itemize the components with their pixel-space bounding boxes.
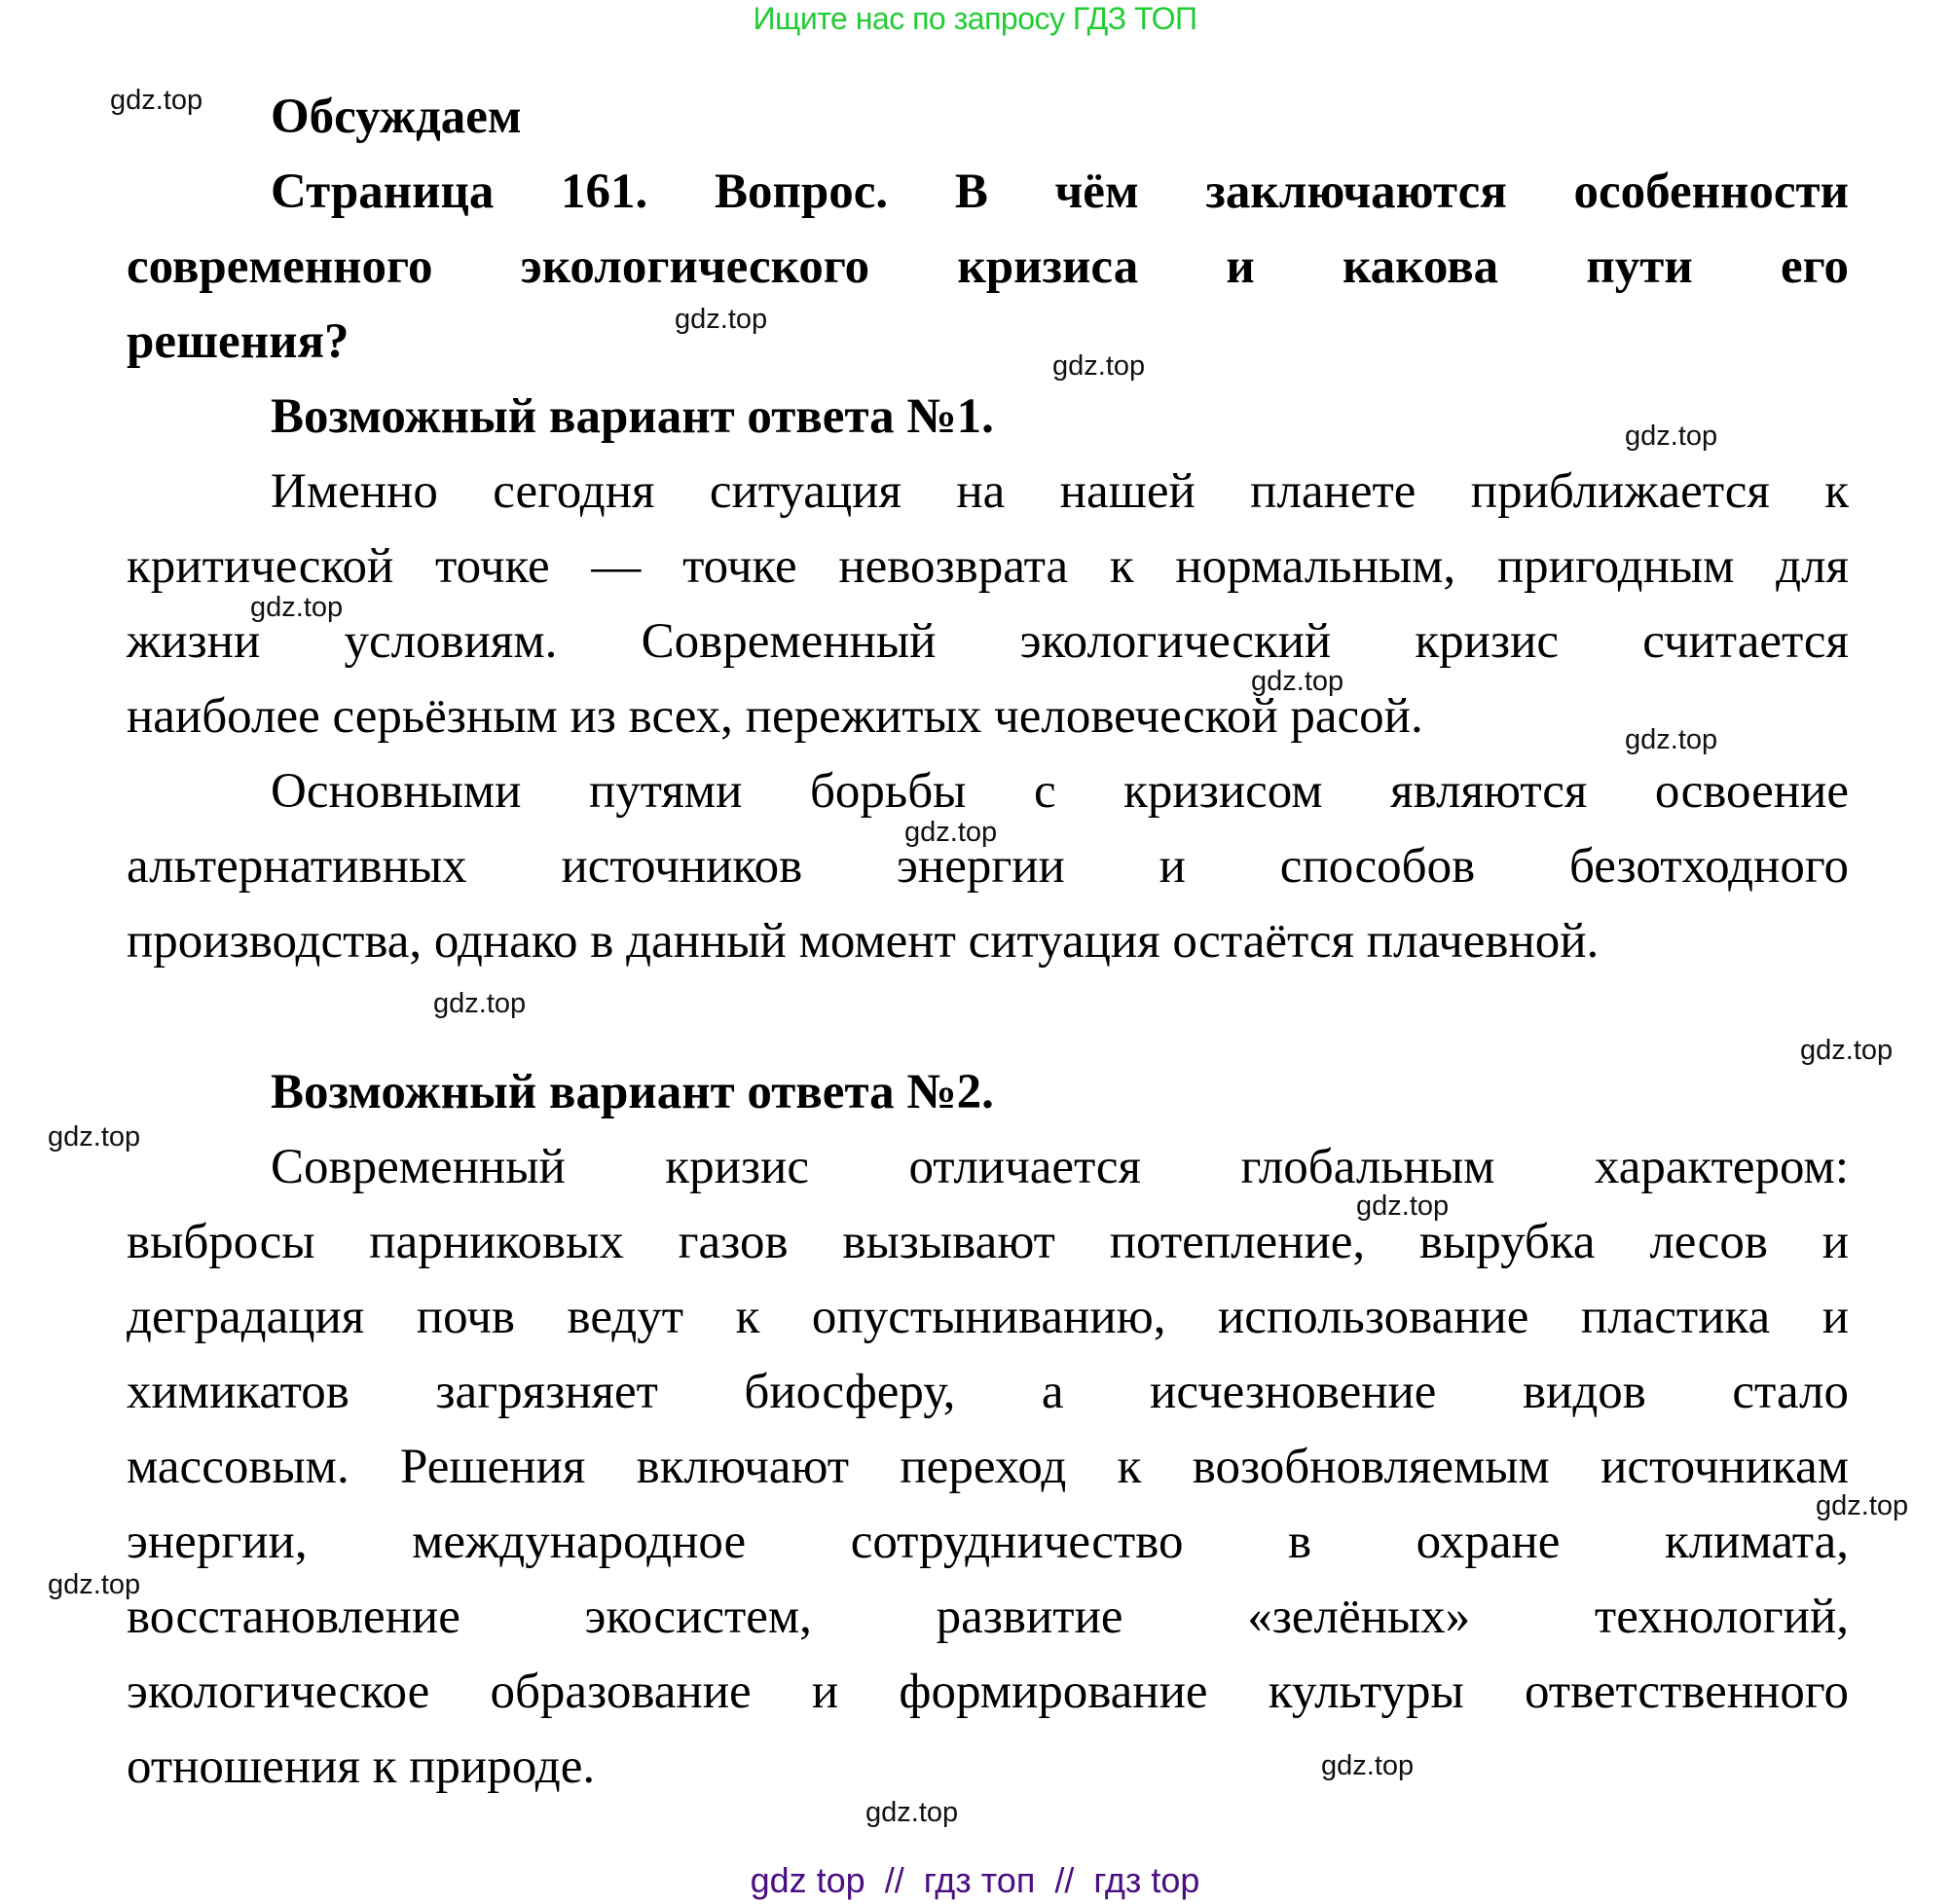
watermark: gdz.top bbox=[1251, 666, 1344, 697]
answer-2-line-3: деградация почв ведут к опустыниванию, использование пластика и bbox=[127, 1290, 1849, 1344]
answer-2-line-8: экологическое образование и формирование культуры ответственного bbox=[127, 1665, 1849, 1719]
watermark: gdz.top bbox=[675, 304, 768, 335]
answer-2-heading: Возможный вариант ответа №2. bbox=[271, 1065, 994, 1119]
watermark: gdz.top bbox=[250, 592, 344, 623]
answer-1-p2-line-1: Основными путями борьбы с кризисом являются освоение bbox=[271, 764, 1849, 819]
section-title: Обсуждаем bbox=[271, 90, 522, 144]
answer-2-line-7: восстановление экосистем, развитие «зелёных» технологий, bbox=[127, 1590, 1849, 1644]
question-line-3: решения? bbox=[127, 314, 350, 369]
answer-2-line-4: химикатов загрязняет биосферу, а исчезновение видов стало bbox=[127, 1365, 1849, 1419]
question-line-2: современного экологического кризиса и какова пути его bbox=[127, 239, 1849, 294]
search-hint-banner: Ищите нас по запросу ГДЗ ТОП bbox=[753, 1, 1197, 36]
watermark: gdz.top bbox=[1321, 1750, 1415, 1781]
answer-1-p1-line-3: жизни условиям. Современный экологический кризис считается bbox=[127, 614, 1849, 669]
answer-1-p2-line-3: производства, однако в данный момент ситуация остаётся плачевной. bbox=[127, 914, 1600, 969]
answer-2-line-6: энергии, международное сотрудничество в охране климата, bbox=[127, 1515, 1849, 1569]
answer-2-line-2: выбросы парниковых газов вызывают потепление, вырубка лесов и bbox=[127, 1215, 1849, 1269]
answer-2-line-9: отношения к природе. bbox=[127, 1739, 596, 1794]
answer-1-heading: Возможный вариант ответа №1. bbox=[271, 389, 994, 444]
footer-tagline: gdz top // гдз топ // гдз top bbox=[750, 1860, 1200, 1900]
watermark: gdz.top bbox=[1816, 1490, 1909, 1521]
watermark: gdz.top bbox=[48, 1121, 141, 1153]
answer-1-p1-line-2: критической точке — точке невозврата к нормальным, пригодным для bbox=[127, 539, 1849, 594]
watermark: gdz.top bbox=[1052, 350, 1146, 382]
watermark: gdz.top bbox=[1625, 724, 1718, 755]
watermark: gdz.top bbox=[904, 817, 998, 848]
question-line-1: Страница 161. Вопрос. В чём заключаются особенности bbox=[271, 165, 1849, 219]
watermark: gdz.top bbox=[433, 988, 527, 1019]
answer-2-line-5: массовым. Решения включают переход к возобновляемым источникам bbox=[127, 1440, 1849, 1494]
answer-1-p1-line-4: наиболее серьёзным из всех, пережитых человеческой расой. bbox=[127, 689, 1423, 744]
watermark: gdz.top bbox=[1800, 1035, 1894, 1066]
answer-1-p1-line-1: Именно сегодня ситуация на нашей планете приближается к bbox=[271, 464, 1849, 519]
answer-2-line-1: Современный кризис отличается глобальным характером: bbox=[271, 1140, 1849, 1194]
watermark: gdz.top bbox=[1625, 421, 1718, 452]
watermark: gdz.top bbox=[48, 1569, 141, 1600]
watermark: gdz.top bbox=[1356, 1190, 1450, 1222]
answer-1-p2-line-2: альтернативных источников энергии и способов безотходного bbox=[127, 839, 1849, 894]
watermark: gdz.top bbox=[110, 85, 203, 116]
watermark: gdz.top bbox=[865, 1797, 959, 1828]
